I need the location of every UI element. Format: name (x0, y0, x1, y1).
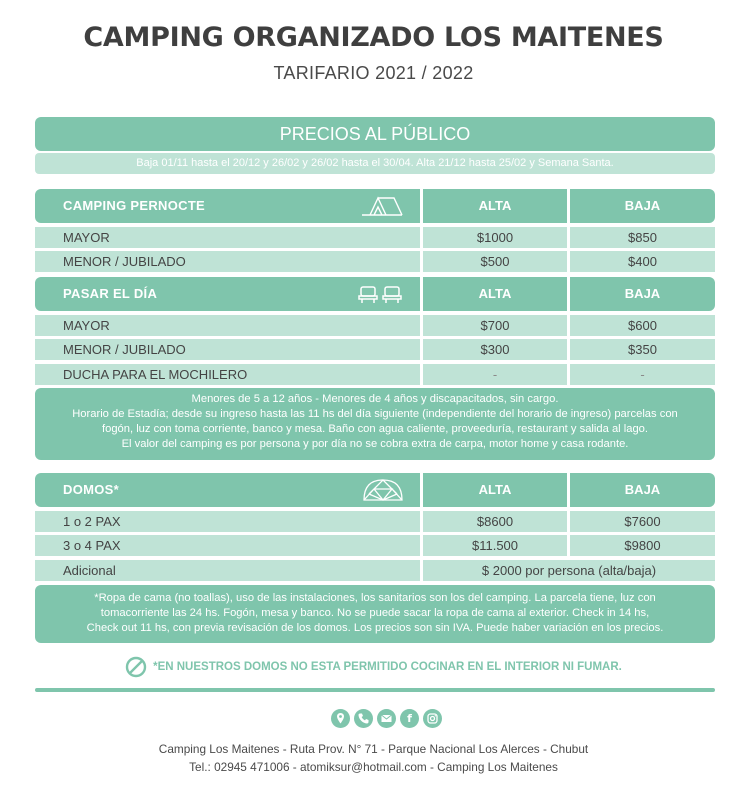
footer-address: Camping Los Maitenes - Ruta Prov. N° 71 - Parque Nacional Los Alerces - Chubut (158, 742, 589, 756)
price-cell: $400 (570, 251, 715, 272)
tent-icon (360, 195, 404, 217)
instagram-icon[interactable] (423, 709, 442, 728)
domos-alta-header: ALTA (423, 473, 567, 507)
price-cell: $11.500 (423, 535, 567, 556)
adicional-price: $ 2000 por persona (alta/baja) (423, 560, 715, 581)
price-cell: $700 (423, 315, 567, 336)
divider (35, 688, 715, 692)
phone-icon[interactable] (354, 709, 373, 728)
dome-icon (362, 477, 404, 503)
price-cell: - (423, 364, 567, 385)
page-subtitle: TARIFARIO 2021 / 2022 (273, 63, 474, 83)
footer-contact: Tel.: 02945 471006 - atomiksur@hotmail.com - Camping Los Maitenes (189, 760, 558, 774)
camping-alta-header: ALTA (423, 189, 567, 223)
table-row: 1 o 2 PAX (35, 511, 420, 532)
domos-baja-header: BAJA (570, 473, 715, 507)
table-row: MENOR / JUBILADO (35, 251, 420, 272)
email-icon[interactable] (377, 709, 396, 728)
camping-title: CAMPING PERNOCTE (63, 198, 206, 213)
table-row: MENOR / JUBILADO (35, 339, 420, 360)
price-cell: $9800 (570, 535, 715, 556)
no-smoking-warning: *EN NUESTROS DOMOS NO ESTA PERMITIDO COCINAR EN EL INTERIOR NI FUMAR. (0, 656, 747, 678)
bench-icon (358, 285, 404, 305)
prohibited-icon (125, 656, 147, 678)
page-title: CAMPING ORGANIZADO LOS MAITENES (83, 22, 664, 53)
table-row: MAYOR (35, 227, 420, 248)
table-row: 3 o 4 PAX (35, 535, 420, 556)
price-cell: $7600 (570, 511, 715, 532)
facebook-icon[interactable]: f (400, 709, 419, 728)
table-row: DUCHA PARA EL MOCHILERO (35, 364, 420, 385)
camping-baja-header: BAJA (570, 189, 715, 223)
price-cell: - (570, 364, 715, 385)
camping-header (35, 189, 420, 223)
seasons-text: Baja 01/11 hasta el 20/12 y 26/02 y 26/02 hasta el 30/04. Alta 21/12 hasta 25/02 y Semana Santa. (35, 153, 715, 174)
price-cell: $500 (423, 251, 567, 272)
price-cell: $350 (570, 339, 715, 360)
domos-title: DOMOS* (63, 482, 119, 497)
table-row: MAYOR (35, 315, 420, 336)
price-cell: $300 (423, 339, 567, 360)
dia-header (35, 277, 420, 311)
table-row: Adicional (35, 560, 420, 581)
domos-header (35, 473, 420, 507)
dia-baja-header: BAJA (570, 277, 715, 311)
camping-notes: Menores de 5 a 12 años - Menores de 4 años y discapacitados, sin cargo. Horario de Estadía; desde su ingreso hasta las 11 hs del día siguiente (independiente del horario de ingreso) parcelas con fogón, luz con toma corriente, banco y mesa. Baño con agua caliente, proveeduría, restaurant y salida al lago. El valor del camping es por persona y por día no se cobra extra de carpa, motor home y casa rodante. (35, 388, 715, 460)
price-cell: $1000 (423, 227, 567, 248)
price-cell: $600 (570, 315, 715, 336)
price-cell: $8600 (423, 511, 567, 532)
location-icon[interactable] (331, 709, 350, 728)
prices-banner: PRECIOS AL PÚBLICO (35, 117, 715, 151)
dia-title: PASAR EL DÍA (63, 286, 158, 301)
dia-alta-header: ALTA (423, 277, 567, 311)
domos-notes: *Ropa de cama (no toallas), uso de las instalaciones, los sanitarios son los del camping. La parcela tiene, luz con tomacorriente las 24 hs. Fogón, mesa y banco. No se puede sacar la ropa de cama al exterior. Check in 14 hs, Check out 11 hs, con previa revisación de los domos. Los precios son sin IVA. Puede haber variación en los precios. (35, 585, 715, 643)
price-cell: $850 (570, 227, 715, 248)
